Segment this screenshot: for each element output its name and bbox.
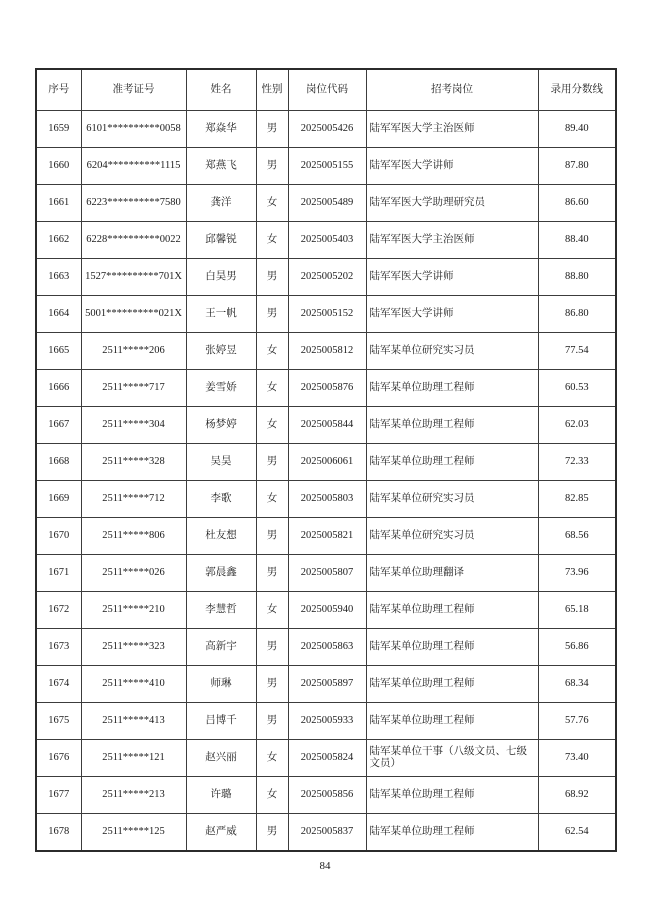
table-row	[36, 222, 616, 259]
seq-cell: 1669	[36, 481, 81, 518]
admission-score-cell: 86.80	[538, 296, 616, 333]
name-cell: 许璐	[186, 777, 256, 814]
table-row	[36, 629, 616, 666]
position-code-cell: 2025005933	[288, 703, 366, 740]
recruit-position-cell: 陆军某单位助理工程师	[366, 814, 538, 852]
ticket-number-cell: 2511*****210	[81, 592, 186, 629]
admission-score-cell: 68.92	[538, 777, 616, 814]
seq-cell: 1660	[36, 148, 81, 185]
header-seq: 序号	[36, 69, 81, 111]
gender-cell: 男	[256, 111, 288, 148]
table-row	[36, 814, 616, 852]
position-code-cell: 2025005821	[288, 518, 366, 555]
recruit-position-cell: 陆军军医大学讲师	[366, 148, 538, 185]
table-row	[36, 111, 616, 148]
name-cell: 吕博千	[186, 703, 256, 740]
name-cell: 李歌	[186, 481, 256, 518]
name-cell: 李慧哲	[186, 592, 256, 629]
recruit-position-cell: 陆军某单位助理工程师	[366, 703, 538, 740]
gender-cell: 男	[256, 444, 288, 481]
recruit-position-cell: 陆军某单位助理工程师	[366, 592, 538, 629]
recruit-position-cell: 陆军军医大学主治医师	[366, 111, 538, 148]
position-code-cell: 2025005812	[288, 333, 366, 370]
gender-cell: 女	[256, 407, 288, 444]
gender-cell: 男	[256, 814, 288, 852]
position-code-cell: 2025005897	[288, 666, 366, 703]
seq-cell: 1659	[36, 111, 81, 148]
ticket-number-cell: 2511*****213	[81, 777, 186, 814]
admission-score-cell: 82.85	[538, 481, 616, 518]
name-cell: 杜友想	[186, 518, 256, 555]
recruit-position-cell: 陆军某单位助理工程师	[366, 777, 538, 814]
recruit-position-cell: 陆军某单位研究实习员	[366, 518, 538, 555]
ticket-number-cell: 2511*****323	[81, 629, 186, 666]
recruit-position-cell: 陆军某单位助理工程师	[366, 444, 538, 481]
table-row	[36, 185, 616, 222]
admission-score-cell: 65.18	[538, 592, 616, 629]
results-table-body	[36, 111, 616, 852]
position-code-cell: 2025005152	[288, 296, 366, 333]
recruit-position-cell: 陆军某单位助理工程师	[366, 666, 538, 703]
admission-score-cell: 73.96	[538, 555, 616, 592]
position-code-cell: 2025005837	[288, 814, 366, 852]
seq-cell: 1670	[36, 518, 81, 555]
name-cell: 师琳	[186, 666, 256, 703]
table-row	[36, 259, 616, 296]
gender-cell: 男	[256, 703, 288, 740]
recruit-position-cell: 陆军军医大学讲师	[366, 259, 538, 296]
position-code-cell: 2025005863	[288, 629, 366, 666]
table-row	[36, 777, 616, 814]
name-cell: 吴昊	[186, 444, 256, 481]
admission-score-cell: 88.40	[538, 222, 616, 259]
position-code-cell: 2025005876	[288, 370, 366, 407]
seq-cell: 1661	[36, 185, 81, 222]
page-number: 84	[319, 860, 331, 872]
table-row	[36, 148, 616, 185]
seq-cell: 1665	[36, 333, 81, 370]
ticket-number-cell: 2511*****121	[81, 740, 186, 777]
table-row	[36, 296, 616, 333]
ticket-number-cell: 6204**********1115	[81, 148, 186, 185]
recruit-position-cell: 陆军军医大学主治医师	[366, 222, 538, 259]
position-code-cell: 2025005807	[288, 555, 366, 592]
ticket-number-cell: 2511*****125	[81, 814, 186, 852]
ticket-number-cell: 1527**********701X	[81, 259, 186, 296]
ticket-number-cell: 5001**********021X	[81, 296, 186, 333]
admission-score-cell: 60.53	[538, 370, 616, 407]
table-row	[36, 518, 616, 555]
ticket-number-cell: 2511*****717	[81, 370, 186, 407]
position-code-cell: 2025005940	[288, 592, 366, 629]
header-recruit-position: 招考岗位	[366, 69, 538, 111]
ticket-number-cell: 2511*****410	[81, 666, 186, 703]
name-cell: 郑焱华	[186, 111, 256, 148]
recruit-position-cell: 陆军某单位助理工程师	[366, 629, 538, 666]
admission-score-cell: 57.76	[538, 703, 616, 740]
ticket-number-cell: 2511*****712	[81, 481, 186, 518]
header-ticket-number: 准考证号	[81, 69, 186, 111]
admission-score-cell: 89.40	[538, 111, 616, 148]
seq-cell: 1672	[36, 592, 81, 629]
recruit-position-cell: 陆军某单位助理工程师	[366, 370, 538, 407]
name-cell: 杨梦婷	[186, 407, 256, 444]
seq-cell: 1667	[36, 407, 81, 444]
gender-cell: 女	[256, 185, 288, 222]
gender-cell: 男	[256, 296, 288, 333]
gender-cell: 女	[256, 592, 288, 629]
table-header-row	[36, 69, 616, 111]
admission-score-cell: 73.40	[538, 740, 616, 777]
admission-score-cell: 62.03	[538, 407, 616, 444]
recruit-position-cell: 陆军某单位助理工程师	[366, 407, 538, 444]
position-code-cell: 2025005155	[288, 148, 366, 185]
gender-cell: 女	[256, 333, 288, 370]
name-cell: 高新宇	[186, 629, 256, 666]
position-code-cell: 2025006061	[288, 444, 366, 481]
seq-cell: 1677	[36, 777, 81, 814]
seq-cell: 1676	[36, 740, 81, 777]
name-cell: 王一帆	[186, 296, 256, 333]
position-code-cell: 2025005803	[288, 481, 366, 518]
recruit-position-cell: 陆军某单位研究实习员	[366, 333, 538, 370]
table-row	[36, 703, 616, 740]
name-cell: 邱馨锐	[186, 222, 256, 259]
ticket-number-cell: 6228**********0022	[81, 222, 186, 259]
gender-cell: 男	[256, 666, 288, 703]
ticket-number-cell: 6101**********0058	[81, 111, 186, 148]
table-row	[36, 592, 616, 629]
admission-score-cell: 86.60	[538, 185, 616, 222]
gender-cell: 女	[256, 777, 288, 814]
admission-score-cell: 56.86	[538, 629, 616, 666]
gender-cell: 男	[256, 259, 288, 296]
recruit-position-cell: 陆军军医大学助理研究员	[366, 185, 538, 222]
gender-cell: 男	[256, 629, 288, 666]
seq-cell: 1662	[36, 222, 81, 259]
seq-cell: 1673	[36, 629, 81, 666]
admission-score-cell: 88.80	[538, 259, 616, 296]
header-admission-score: 录用分数线	[538, 69, 616, 111]
recruit-position-cell: 陆军某单位助理翻译	[366, 555, 538, 592]
admission-score-cell: 77.54	[538, 333, 616, 370]
name-cell: 郑燕飞	[186, 148, 256, 185]
position-code-cell: 2025005856	[288, 777, 366, 814]
seq-cell: 1671	[36, 555, 81, 592]
name-cell: 赵严威	[186, 814, 256, 852]
results-table	[35, 68, 617, 852]
table-row	[36, 444, 616, 481]
position-code-cell: 2025005403	[288, 222, 366, 259]
gender-cell: 女	[256, 740, 288, 777]
header-gender: 性别	[256, 69, 288, 111]
name-cell: 龚洋	[186, 185, 256, 222]
header-position-code: 岗位代码	[288, 69, 366, 111]
table-row	[36, 333, 616, 370]
seq-cell: 1663	[36, 259, 81, 296]
position-code-cell: 2025005824	[288, 740, 366, 777]
table-row	[36, 481, 616, 518]
admission-score-cell: 62.54	[538, 814, 616, 852]
position-code-cell: 2025005202	[288, 259, 366, 296]
ticket-number-cell: 2511*****304	[81, 407, 186, 444]
position-code-cell: 2025005426	[288, 111, 366, 148]
admission-score-cell: 68.34	[538, 666, 616, 703]
seq-cell: 1675	[36, 703, 81, 740]
name-cell: 赵兴丽	[186, 740, 256, 777]
ticket-number-cell: 2511*****206	[81, 333, 186, 370]
seq-cell: 1666	[36, 370, 81, 407]
recruit-position-cell: 陆军军医大学讲师	[366, 296, 538, 333]
seq-cell: 1664	[36, 296, 81, 333]
gender-cell: 女	[256, 222, 288, 259]
seq-cell: 1678	[36, 814, 81, 852]
admission-score-cell: 68.56	[538, 518, 616, 555]
gender-cell: 女	[256, 370, 288, 407]
position-code-cell: 2025005489	[288, 185, 366, 222]
ticket-number-cell: 2511*****026	[81, 555, 186, 592]
position-code-cell: 2025005844	[288, 407, 366, 444]
gender-cell: 女	[256, 481, 288, 518]
name-cell: 白昊男	[186, 259, 256, 296]
recruit-position-cell: 陆军某单位研究实习员	[366, 481, 538, 518]
admission-score-cell: 72.33	[538, 444, 616, 481]
seq-cell: 1674	[36, 666, 81, 703]
header-name: 姓名	[186, 69, 256, 111]
table-row	[36, 740, 616, 777]
ticket-number-cell: 2511*****806	[81, 518, 186, 555]
admission-score-cell: 87.80	[538, 148, 616, 185]
table-row	[36, 555, 616, 592]
gender-cell: 男	[256, 518, 288, 555]
name-cell: 张婷昱	[186, 333, 256, 370]
ticket-number-cell: 2511*****328	[81, 444, 186, 481]
seq-cell: 1668	[36, 444, 81, 481]
gender-cell: 男	[256, 555, 288, 592]
name-cell: 姜雪娇	[186, 370, 256, 407]
ticket-number-cell: 2511*****413	[81, 703, 186, 740]
recruit-position-cell: 陆军某单位干事（八级文员、七级文员）	[366, 740, 538, 777]
table-row	[36, 370, 616, 407]
gender-cell: 男	[256, 148, 288, 185]
table-row	[36, 407, 616, 444]
table-row	[36, 666, 616, 703]
ticket-number-cell: 6223**********7580	[81, 185, 186, 222]
name-cell: 郭晨鑫	[186, 555, 256, 592]
